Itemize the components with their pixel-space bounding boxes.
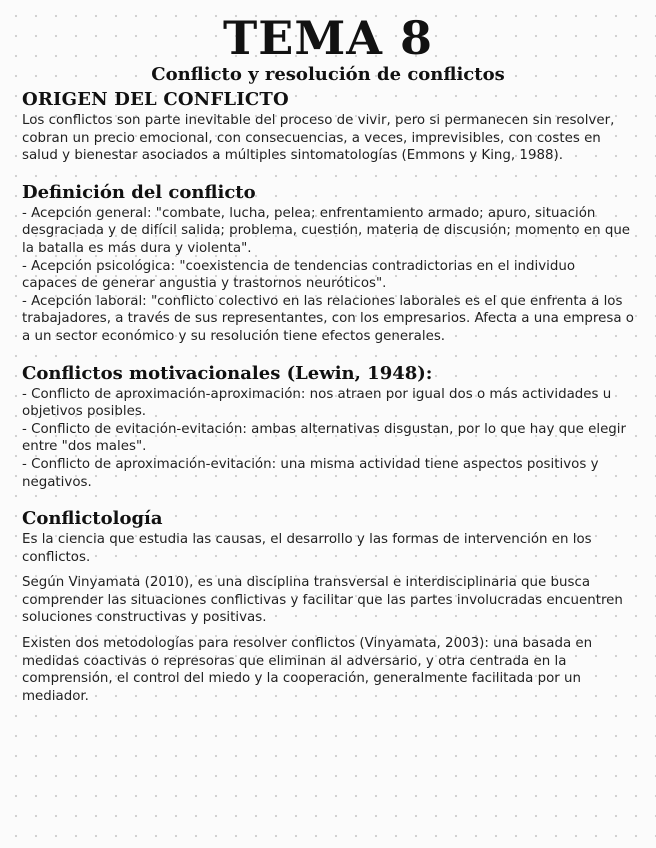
list-item: - Acepción psicológica: "coexistencia de tendencias contradictorias en el individuo capaces de generar angustia y trastornos neuróticos". [22, 258, 576, 292]
section-definicion [22, 181, 634, 346]
list-item: - Conflicto de aproximación-evitación: una misma actividad tiene aspectos positivos y negativos. [22, 456, 599, 490]
paragraph: Según Vinyamata (2010), es una disciplina transversal e interdisciplinaria que busca comprender las situaciones conflictivas y facilitar que las partes involucradas encuentren soluciones constructivas y positivas. [22, 575, 623, 626]
section-heading: ORIGEN DEL CONFLICTO [22, 89, 289, 110]
list-item: - Acepción laboral: "conflicto colectivo en las relaciones laborales es el que enfrenta a los trabajadores, a través de sus representantes, con los empresarios. Afecta a una empresa o a un sector económico y su resolución tiene efectos generales. [22, 293, 634, 344]
section-heading: Definición del conflicto [22, 181, 256, 203]
paragraph: Existen dos metodologías para resolver conflictos (Vinyamata, 2003): una basada en medidas coactivas o represoras que eliminan al adversario, y otra centrada en la comprensión, el control del miedo y la cooperación, generalmente facilitada por un mediador. [22, 636, 593, 704]
page-subtitle: Conflicto y resolución de conflictos [151, 64, 505, 85]
section-heading: Conflictos motivacionales (Lewin, 1948): [22, 362, 433, 384]
section-motivacionales [22, 362, 634, 492]
section-conflictologia [22, 507, 634, 705]
paragraph: Es la ciencia que estudia las causas, el desarrollo y las formas de intervención en los conflictos. [22, 532, 592, 565]
list-item: - Acepción general: "combate, lucha, pelea; enfrentamiento armado; apuro, situación desgraciada y de difícil salida; problema, cuestión, materia de discusión; momento en que la batalla es más dura y violenta". [22, 205, 631, 256]
page-title: TEMA 8 [223, 11, 433, 65]
list-item: - Conflicto de evitación-evitación: ambas alternativas disgustan, por lo que hay que elegir entre "dos males". [22, 421, 627, 455]
section-heading: Conflictología [22, 508, 163, 530]
paragraph: Los conflictos son parte inevitable del proceso de vivir, pero si permanecen sin resolver, cobran un precio emocional, con consecuencias, a veces, imprevisibles, con costes en salud y bienestar asociados a múltiples sintomatologías (Emmons y King, 1988). [22, 113, 615, 164]
section-origen [22, 88, 634, 165]
list-item: - Conflicto de aproximación-aproximación: nos atraen por igual dos o más actividades u objetivos posibles. [22, 386, 612, 420]
